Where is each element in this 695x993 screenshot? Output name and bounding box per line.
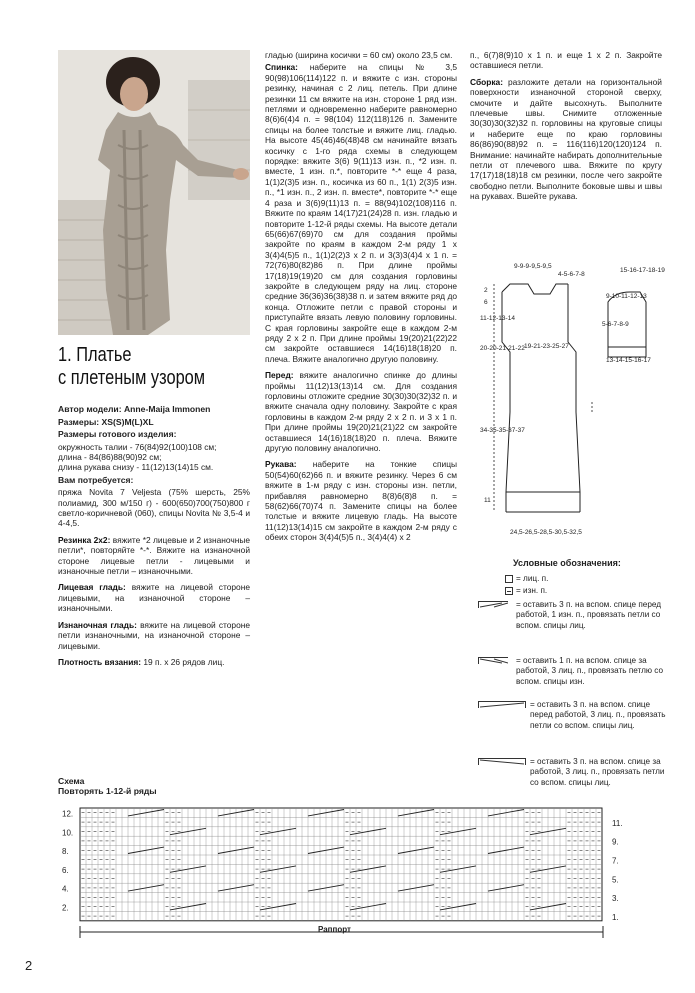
finished-size-length: длина - 84(86)88(90)92 см;	[58, 451, 162, 462]
column-1	[58, 404, 250, 669]
chart-row-label: 2.	[62, 903, 69, 913]
model-photo-image	[58, 50, 250, 335]
materials-label: Вам потребуется:	[58, 474, 134, 485]
label-neck-depth: 4-5-6-7-8	[558, 271, 585, 278]
finished-size-waist: окружность талии - 76(84)92(100)108 см;	[58, 441, 217, 452]
chart-row-label: 6.	[62, 865, 69, 875]
schematic-neckline	[502, 284, 568, 294]
legend-item-cable-4	[478, 757, 668, 788]
chart-row-label: 11.	[612, 818, 623, 828]
chart-label-title: Схема	[58, 776, 85, 786]
label-left-b: 6	[484, 299, 488, 306]
label-left-c: 11-12-13-14	[480, 315, 515, 322]
col2-intro: гладью (ширина косички = 60 см) около 23,5 см.	[265, 50, 453, 60]
finished-size-sleeve: длина рукава снизу - 11(12)13(14)15 см.	[58, 462, 214, 473]
cable-front-knit-icon	[478, 701, 526, 708]
chart-row-label: 8.	[62, 847, 69, 857]
schematic-right-side	[568, 284, 580, 512]
label-hem: 24,5-26,5-28,5-30,5-32,5	[510, 529, 582, 536]
legend-text: = оставить 3 п. на вспом. спице за работой, 3 лиц. п., провязать петли со вспом. спицы лиц.	[530, 757, 665, 787]
legend-item-purl	[478, 586, 668, 596]
legend-item-knit	[478, 574, 668, 584]
materials-text: пряжа Novita 7 Veljesta (75% шерсть, 25% полиамид, 300 м/150 г) - 600(650)700(750)800 г светло-коричневой (060), спицы Novita № 3,5-4 и 4-4,5.	[58, 487, 250, 529]
label-body-half: 19-21-23-25-27	[524, 343, 569, 350]
label-side-length: 34-35-35-37-37	[480, 427, 525, 434]
front-text: вяжите аналогично спинке до длины проймы 11(12)13(13)14 см. Для создания горловины отложите средние 30(30)30(32)32 п. и вяжите сначала одну половину. Закройте с края горловины в каждом 2-м ряду 2 х 2 п. и 3 х 1 п. При длине проймы 19(20)21(21)22 см закройте оставшиеся 14(16)18(18)20 п. плеча. Вяжите другую половину аналогично.	[265, 370, 458, 454]
assembly-text: разложите детали на горизонтальной поверхности изнаночной стороной сверху, смочите и дайте высохнуть. Выполните плечевые швы. Снимите отложенные 30(30)30(32)32 п. горловины на круговые спицы и наберите еще по краю горловины 86(86)90(88)92 п. = 116(116)120(120)124 п. Внимание: начинайте набирать дополнительные петли от плечевого шва. Вяжите по кругу 17(17)18(18)18 см резинки, после чего закройте свободно петли. Выполните боковые швы и швы на рукавах. Вшейте рукава.	[470, 76, 662, 202]
legend-text: = оставить 3 п. на вспом. спице перед работой, 1 изн. п., провязать петли со вспом. спицы лиц.	[516, 600, 662, 630]
label-armhole-width: 9-10-11-12-13	[606, 293, 647, 300]
stockinette-text: вяжите на лицевой стороне лицевыми, на изнаночной стороне – изнаночными.	[58, 582, 250, 614]
pattern-title	[58, 344, 222, 390]
rib-text: вяжите *2 лицевые и 2 изнаночные петли*, повторяйте *-*. Вяжите на изнаночной стороне лицевые петли - лицевыми и изнаночные петли – изнаночными.	[58, 534, 251, 577]
finished-sizes-label: Размеры готового изделия:	[58, 429, 177, 439]
chart-row-label: 1.	[612, 912, 619, 922]
chart-row-label: 3.	[612, 894, 619, 904]
cable-back-purl-icon	[478, 657, 508, 664]
legend-title: Условные обозначения:	[513, 558, 621, 568]
gauge-text: 19 п. х 26 рядов лиц.	[143, 656, 225, 667]
chart-row-label: 4.	[62, 884, 69, 894]
author-label: Автор модели:	[58, 404, 122, 414]
gauge-label: Плотность вязания:	[58, 656, 142, 667]
sleeves-label: Рукава:	[265, 459, 297, 470]
garment-schematic	[480, 262, 670, 552]
title-line-2: с плетеным узором	[58, 367, 206, 389]
assembly-label: Сборка:	[470, 76, 503, 87]
schematic-left-side	[502, 292, 510, 512]
cable-back-knit-icon	[478, 758, 526, 765]
chart-row-label: 9.	[612, 837, 619, 847]
label-sleeve-top: 15-16-17-18-19	[620, 267, 665, 274]
knit-symbol-icon	[505, 575, 513, 583]
chart-row-label: 10.	[62, 828, 74, 838]
sizes-label: Размеры:	[58, 416, 100, 427]
author-name: Anne-Maija Immonen	[123, 404, 211, 414]
chart-label	[58, 776, 157, 796]
column-2	[265, 50, 457, 545]
sleeves-text: наберите на тонкие спицы 50(54)60(62)66 п. и вяжите резинку. Через 6 см вяжите в 1-м ряду с изн. стороны изн. петли, прибавляя равномерно 8(8)6(8)8 п. = 58(62)66(70)74 п. Замените спицы на более толстые и вяжите лицевую гладь. На высоте 11(12)13(14)15 см закройте в каждом 2-м ряду с обеих сторон 3(4)4(5)5 п., 3(4)4(4) х 2	[265, 459, 458, 543]
cable-front-purl-icon	[478, 601, 508, 608]
back-text: наберите на спицы № 3,5 90(98)106(114)122 п. и вяжите с изн. стороны резинку, начиная с 2 лиц. петель. При длине резинки 11 см вяжите на изн. стороне 1 ряд изн. петлями и одновременно наберите равномерно 8(6)6(4)4 п. = 98(104) 112(118)126 п. Замените спицы на более толстые и вяжите лиц. гладью. На высоте 45(46)46(48)48 см начинайте вязать косичку с 1-го ряда схемы в следующем порядке: вяжите 3(6) 9(11)13 изн. п., *2 изн. п. вместе, 1 изн. п.*, повторите *-* еще 4 раза, 1(1)2(3)5 изн. п., косичка из 60 п., 1(1) 2(3)5 изн. п., *1 изн. п., 2 изн. п. вместе*, повторите *-* еще 4 раза и 3(6)9(11)13 п. = 88(94)102(108)116 п. Вяжите по краям 14(17)21(24)28 п. изн. гладью и повторите 1-12-й ряды схемы. На высоте детали 65(66)67(69)70 см для создания проймы закройте по краям в каждом 2-м ряду 1 х 3(4)4(5)5 п., 1(1)2(2)3 х 2 п. и 3(3)3(4)4 х 1 п. = 72(76)80(82)86 п. При длине проймы 17(18)19(19)20 см для создания горловины закройте в следующем ряду на лиц. стороне средние 36(36)36(38)38 п. и затем вяжите ряд до конца. Отложите петли с правой стороны и приступайте вязать левую половину горловины. С края горловины закройте еще в каждом 2-м ряду 2 х 2 п. При длине проймы 19(20)21(22)22 см закройте оставшиеся 14(16)18(18)20 п. плеча. Вяжите аналогично другую половину.	[265, 62, 457, 364]
label-sleeve-bottom: 13-14-15-16-17	[606, 357, 651, 364]
chart-row-label: 12.	[62, 809, 74, 819]
label-left-d: 20-20-21-21-22	[480, 345, 525, 352]
reverse-text: вяжите на лицевой стороне петли изнаночными, на изнаночной стороне – лицевыми.	[58, 619, 251, 651]
legend-item-cable-3	[478, 700, 668, 731]
column-3	[470, 50, 662, 204]
title-line-1: 1. Платье	[58, 344, 132, 366]
rib-label: Резинка 2х2:	[58, 534, 111, 545]
stockinette-label: Лицевая гладь:	[58, 582, 126, 593]
chart-label-repeat: Повторять 1-12-й ряды	[58, 786, 157, 796]
label-rib-length: 11	[484, 497, 491, 504]
page-number: 2	[25, 958, 33, 973]
col3-intro: п., 6(7)8(9)10 х 1 п. и еще 1 х 2 п. Закройте оставшиеся петли.	[470, 50, 662, 71]
label-sleeve-cap: 5-6-7-8-9	[602, 321, 629, 328]
legend-text: = оставить 1 п. на вспом. спице за работой, 3 лиц. п., провязать петлю со вспом. спицы изн.	[516, 656, 664, 686]
legend-text: = лиц. п.	[516, 574, 549, 583]
front-label: Перед:	[265, 370, 294, 381]
reverse-label: Изнаночная гладь:	[58, 619, 137, 630]
back-label: Спинка:	[265, 62, 298, 73]
label-shoulder-top: 9-9-9-9,5-9,5	[514, 263, 552, 270]
legend-item-cable-2	[478, 656, 668, 687]
chart-row-label: 5.	[612, 875, 619, 885]
sizes-value: XS(S)M(L)XL	[101, 416, 154, 427]
model-photo	[58, 50, 250, 335]
chart-row-label: 7.	[612, 856, 619, 866]
rapport-label: Раппорт	[318, 925, 351, 934]
legend-text: = оставить 3 п. на вспом. спице перед работой, 3 лиц. п., провязать петли со вспом. спицы лиц.	[530, 700, 666, 730]
legend-text: = изн. п.	[516, 586, 548, 595]
label-left-a: 2	[484, 287, 488, 294]
purl-symbol-icon	[505, 587, 513, 595]
legend-item-cable-1	[478, 600, 668, 631]
